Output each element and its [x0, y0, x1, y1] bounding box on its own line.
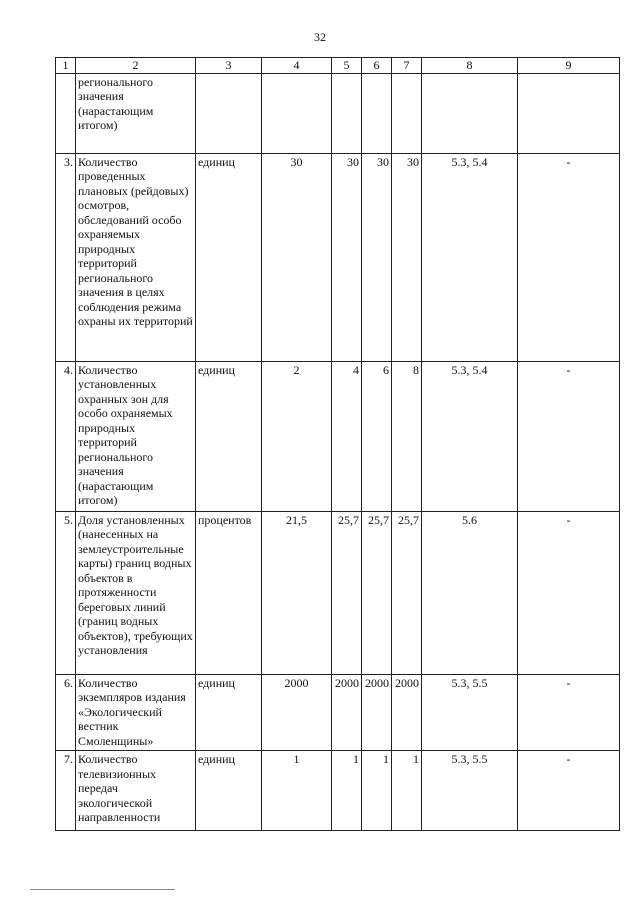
value-cell: 30: [262, 153, 332, 361]
table-row: [56, 674, 620, 751]
header-cell: 6: [362, 58, 392, 74]
value-cell: 30: [392, 153, 422, 361]
indicator-name: Количество телевизионных передач экологической направленности: [76, 751, 196, 831]
header-cell: 1: [56, 58, 76, 74]
table-row: [56, 361, 620, 511]
value-cell: 25,7: [392, 511, 422, 674]
unit-cell: единиц: [196, 674, 262, 751]
value-cell: 1: [362, 751, 392, 831]
reference-cell: 5.3, 5.5: [422, 751, 518, 831]
footer-divider: [30, 889, 175, 890]
value-cell: 4: [332, 361, 362, 511]
value-cell: 2000: [262, 674, 332, 751]
header-cell: 5: [332, 58, 362, 74]
note-cell: -: [518, 751, 620, 831]
table-row: [56, 153, 620, 361]
header-cell: 3: [196, 58, 262, 74]
indicator-name: регионального значения (нарастающим итогом): [76, 73, 196, 153]
indicators-table: [55, 57, 620, 831]
indicator-name: Количество проведенных плановых (рейдовых) осмотров, обследований особо охраняемых природных территорий регионального значения в целях соблюдения режима охраны их территорий: [76, 153, 196, 361]
value-cell: 2000: [332, 674, 362, 751]
row-number: 4.: [56, 361, 76, 511]
table-header-row: [56, 58, 620, 74]
value-cell: 25,7: [332, 511, 362, 674]
header-cell: 9: [518, 58, 620, 74]
table-row: [56, 73, 620, 153]
indicator-name: Доля установленных (нанесенных на землеустроительные карты) границ водных объектов в протяженности береговых линий (границ водных объектов), требующих установления: [76, 511, 196, 674]
row-number: [56, 73, 76, 153]
note-cell: -: [518, 153, 620, 361]
note-cell: [518, 73, 620, 153]
row-number: 3.: [56, 153, 76, 361]
table-row: [56, 511, 620, 674]
reference-cell: 5.3, 5.4: [422, 153, 518, 361]
value-cell: 30: [332, 153, 362, 361]
value-cell: [392, 73, 422, 153]
reference-cell: 5.6: [422, 511, 518, 674]
note-cell: -: [518, 361, 620, 511]
row-number: 5.: [56, 511, 76, 674]
value-cell: 1: [332, 751, 362, 831]
indicator-name: Количество экземпляров издания «Экологический вестник Смоленщины»: [76, 674, 196, 751]
unit-cell: единиц: [196, 361, 262, 511]
reference-cell: [422, 73, 518, 153]
value-cell: 1: [262, 751, 332, 831]
row-number: 6.: [56, 674, 76, 751]
value-cell: 30: [362, 153, 392, 361]
page-number: 32: [314, 30, 326, 44]
value-cell: 2000: [362, 674, 392, 751]
value-cell: 1: [392, 751, 422, 831]
value-cell: [262, 73, 332, 153]
value-cell: 6: [362, 361, 392, 511]
unit-cell: единиц: [196, 751, 262, 831]
header-cell: 2: [76, 58, 196, 74]
reference-cell: 5.3, 5.4: [422, 361, 518, 511]
value-cell: 2: [262, 361, 332, 511]
value-cell: 25,7: [362, 511, 392, 674]
note-cell: -: [518, 511, 620, 674]
value-cell: [332, 73, 362, 153]
unit-cell: [196, 73, 262, 153]
value-cell: 8: [392, 361, 422, 511]
note-cell: -: [518, 674, 620, 751]
value-cell: 21,5: [262, 511, 332, 674]
header-cell: 4: [262, 58, 332, 74]
unit-cell: процентов: [196, 511, 262, 674]
row-number: 7.: [56, 751, 76, 831]
header-cell: 8: [422, 58, 518, 74]
unit-cell: единиц: [196, 153, 262, 361]
value-cell: [362, 73, 392, 153]
indicator-name: Количество установленных охранных зон для особо охраняемых природных территорий регионального значения (нарастающим итогом): [76, 361, 196, 511]
header-cell: 7: [392, 58, 422, 74]
reference-cell: 5.3, 5.5: [422, 674, 518, 751]
table-row: [56, 751, 620, 831]
value-cell: 2000: [392, 674, 422, 751]
